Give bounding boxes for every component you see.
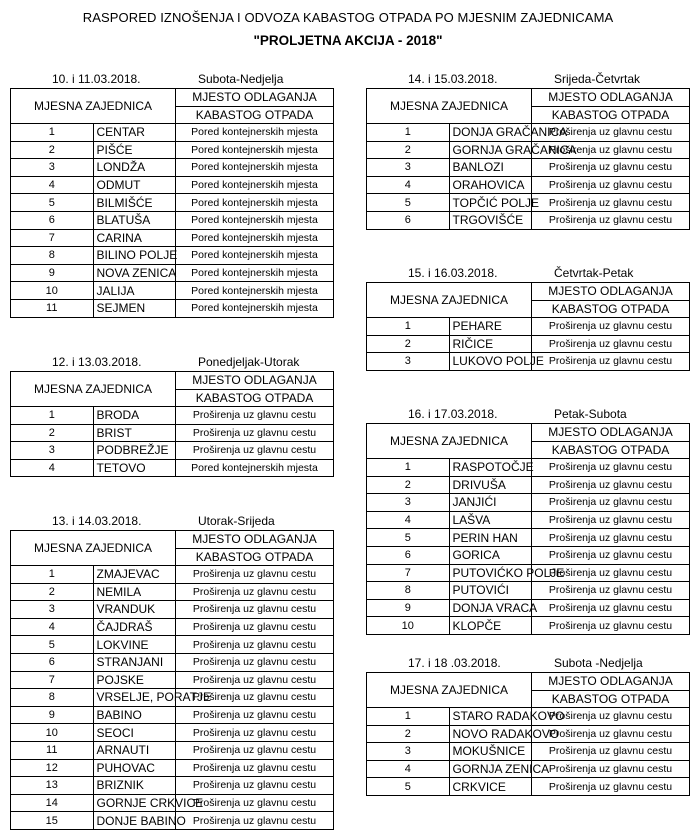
disposal-place: Pored kontejnerskih mjesta — [176, 176, 334, 194]
disposal-place: Proširenja uz glavnu cestu — [532, 708, 690, 726]
disposal-place: Proširenja uz glavnu cestu — [176, 583, 334, 601]
block-header — [366, 264, 690, 282]
community-name: TETOVO — [93, 459, 176, 477]
table-row — [367, 760, 690, 778]
column-header-place-2: KABASTOG OTPADA — [532, 690, 690, 708]
row-number: 4 — [11, 618, 94, 636]
row-number: 2 — [367, 141, 450, 159]
disposal-place: Proširenja uz glavnu cestu — [532, 353, 690, 371]
table-row — [11, 759, 334, 777]
disposal-place: Proširenja uz glavnu cestu — [176, 724, 334, 742]
row-number: 3 — [367, 159, 450, 177]
row-number: 1 — [11, 124, 94, 142]
table-row — [11, 636, 334, 654]
disposal-place: Pored kontejnerskih mjesta — [176, 282, 334, 300]
block-header — [10, 353, 334, 371]
disposal-place: Proširenja uz glavnu cestu — [176, 671, 334, 689]
column-header-name: MJESNA ZAJEDNICA — [367, 89, 532, 124]
schedule-block-3 — [10, 512, 334, 830]
community-name: NOVO RADAKOVO — [449, 725, 532, 743]
community-name: ORAHOVICA — [449, 176, 532, 194]
disposal-place: Proširenja uz glavnu cestu — [532, 494, 690, 512]
column-header-name: MJESNA ZAJEDNICA — [367, 424, 532, 459]
row-number: 3 — [367, 353, 450, 371]
table-row — [11, 194, 334, 212]
table-header-row — [367, 89, 690, 107]
table-row — [11, 407, 334, 425]
community-name: JANJIĆI — [449, 494, 532, 512]
table-row — [11, 211, 334, 229]
community-name: GORNJA GRAČANICA — [449, 141, 532, 159]
disposal-place: Proširenja uz glavnu cestu — [176, 759, 334, 777]
table-row — [367, 725, 690, 743]
disposal-place: Proširenja uz glavnu cestu — [176, 706, 334, 724]
table-row — [11, 724, 334, 742]
table-row — [367, 335, 690, 353]
table-row — [11, 424, 334, 442]
block-days: Subota -Nedjelja — [554, 656, 643, 670]
community-name: LAŠVA — [449, 511, 532, 529]
disposal-place: Proširenja uz glavnu cestu — [532, 617, 690, 635]
table-row — [367, 529, 690, 547]
community-name: DONJA GRAČANICA — [449, 124, 532, 142]
community-name: STARO RADAKOVO — [449, 708, 532, 726]
row-number: 2 — [367, 335, 450, 353]
row-number: 4 — [367, 511, 450, 529]
table-row — [367, 194, 690, 212]
table-row — [367, 318, 690, 336]
disposal-place: Pored kontejnerskih mjesta — [176, 194, 334, 212]
row-number: 11 — [11, 741, 94, 759]
block-header — [366, 654, 690, 672]
row-number: 5 — [367, 778, 450, 796]
community-name: BRIZNIK — [93, 777, 176, 795]
block-days: Srijeda-Četvrtak — [554, 72, 641, 86]
disposal-place: Pored kontejnerskih mjesta — [176, 459, 334, 477]
table-header-row — [11, 89, 334, 107]
table-row — [11, 442, 334, 460]
block-date: 10. i 11.03.2018. — [52, 72, 141, 86]
table-row — [367, 564, 690, 582]
row-number: 1 — [367, 318, 450, 336]
table-row — [11, 601, 334, 619]
disposal-place: Proširenja uz glavnu cestu — [532, 778, 690, 796]
row-number: 13 — [11, 777, 94, 795]
row-number: 6 — [367, 546, 450, 564]
disposal-place: Proširenja uz glavnu cestu — [532, 176, 690, 194]
disposal-place: Pored kontejnerskih mjesta — [176, 159, 334, 177]
table-row — [11, 653, 334, 671]
schedule-table — [10, 530, 334, 830]
block-days: Petak-Subota — [554, 407, 627, 421]
table-row — [11, 794, 334, 812]
column-header-place-1: MJESTO ODLAGANJA — [532, 673, 690, 691]
column-header-place-2: KABASTOG OTPADA — [532, 441, 690, 459]
community-name: ARNAUTI — [93, 741, 176, 759]
disposal-place: Proširenja uz glavnu cestu — [532, 599, 690, 617]
table-row — [11, 176, 334, 194]
block-date: 13. i 14.03.2018. — [52, 514, 142, 528]
disposal-place: Proširenja uz glavnu cestu — [176, 407, 334, 425]
column-header-place-1: MJESTO ODLAGANJA — [176, 89, 334, 107]
schedule-block-2 — [10, 353, 334, 477]
disposal-place: Proširenja uz glavnu cestu — [532, 582, 690, 600]
block-date: 16. i 17.03.2018. — [408, 407, 498, 421]
row-number: 5 — [367, 194, 450, 212]
table-header-row — [367, 283, 690, 301]
row-number: 2 — [11, 424, 94, 442]
disposal-place: Proširenja uz glavnu cestu — [176, 601, 334, 619]
table-row — [11, 618, 334, 636]
community-name: SEJMEN — [93, 299, 176, 317]
block-days: Subota-Nedjelja — [198, 72, 284, 86]
community-name: CENTAR — [93, 124, 176, 142]
disposal-place: Pored kontejnerskih mjesta — [176, 141, 334, 159]
community-name: CRKVICE — [449, 778, 532, 796]
row-number: 1 — [367, 124, 450, 142]
community-name: POJSKE — [93, 671, 176, 689]
community-name: GORNJA ZENICA — [449, 760, 532, 778]
schedule-block-1 — [10, 70, 334, 318]
row-number: 14 — [11, 794, 94, 812]
column-header-name: MJESNA ZAJEDNICA — [367, 673, 532, 708]
table-row — [367, 211, 690, 229]
row-number: 3 — [11, 442, 94, 460]
block-date: 14. i 15.03.2018. — [408, 72, 498, 86]
community-name: GORNJE CRKVICE — [93, 794, 176, 812]
table-row — [367, 141, 690, 159]
disposal-place: Pored kontejnerskih mjesta — [176, 124, 334, 142]
table-header-row — [11, 531, 334, 549]
disposal-place: Proširenja uz glavnu cestu — [176, 636, 334, 654]
table-row — [11, 777, 334, 795]
community-name: ČAJDRAŠ — [93, 618, 176, 636]
disposal-place: Proširenja uz glavnu cestu — [532, 124, 690, 142]
row-number: 11 — [11, 299, 94, 317]
column-header-place-2: KABASTOG OTPADA — [532, 300, 690, 318]
table-row — [11, 299, 334, 317]
block-date: 17. i 18 .03.2018. — [408, 656, 501, 670]
table-row — [367, 617, 690, 635]
table-row — [367, 546, 690, 564]
community-name: MOKUŠNICE — [449, 743, 532, 761]
table-row — [11, 671, 334, 689]
block-header — [366, 405, 690, 423]
table-header-row — [367, 673, 690, 691]
row-number: 1 — [11, 407, 94, 425]
community-name: PUTOVIĆI — [449, 582, 532, 600]
table-row — [11, 741, 334, 759]
row-number: 12 — [11, 759, 94, 777]
community-name: BRODA — [93, 407, 176, 425]
block-days: Ponedjeljak-Utorak — [198, 355, 300, 369]
table-row — [11, 229, 334, 247]
community-name: KLOPČE — [449, 617, 532, 635]
community-name: VRANDUK — [93, 601, 176, 619]
community-name: PEHARE — [449, 318, 532, 336]
disposal-place: Proširenja uz glavnu cestu — [176, 794, 334, 812]
row-number: 4 — [367, 760, 450, 778]
disposal-place: Pored kontejnerskih mjesta — [176, 247, 334, 265]
disposal-place: Pored kontejnerskih mjesta — [176, 264, 334, 282]
disposal-place: Proširenja uz glavnu cestu — [176, 442, 334, 460]
table-row — [367, 459, 690, 477]
column-header-name: MJESNA ZAJEDNICA — [11, 531, 176, 566]
column-header-name: MJESNA ZAJEDNICA — [11, 89, 176, 124]
row-number: 3 — [367, 494, 450, 512]
disposal-place: Proširenja uz glavnu cestu — [532, 459, 690, 477]
table-row — [11, 566, 334, 584]
document-subtitle: "PROLJETNA AKCIJA - 2018" — [253, 33, 443, 48]
community-name: VRSELJE, PORATJE — [93, 689, 176, 707]
community-name: PUHOVAC — [93, 759, 176, 777]
community-name: BILMIŠĆE — [93, 194, 176, 212]
row-number: 8 — [11, 689, 94, 707]
community-name: ZMAJEVAC — [93, 566, 176, 584]
table-row — [11, 282, 334, 300]
column-header-place-1: MJESTO ODLAGANJA — [176, 531, 334, 549]
column-header-place-2: KABASTOG OTPADA — [532, 106, 690, 124]
community-name: TRGOVIŠĆE — [449, 211, 532, 229]
table-row — [367, 778, 690, 796]
table-row — [367, 511, 690, 529]
disposal-place: Proširenja uz glavnu cestu — [532, 141, 690, 159]
table-row — [11, 706, 334, 724]
disposal-place: Proširenja uz glavnu cestu — [532, 318, 690, 336]
schedule-table — [10, 88, 334, 318]
table-row — [11, 583, 334, 601]
row-number: 2 — [367, 725, 450, 743]
disposal-place: Proširenja uz glavnu cestu — [176, 424, 334, 442]
block-date: 15. i 16.03.2018. — [408, 266, 498, 280]
community-name: TOPČIĆ POLJE — [449, 194, 532, 212]
disposal-place: Proširenja uz glavnu cestu — [532, 211, 690, 229]
table-header-row — [367, 424, 690, 442]
community-name: BILINO POLJE — [93, 247, 176, 265]
schedule-table — [366, 672, 690, 796]
community-name: BRIST — [93, 424, 176, 442]
community-name: PUTOVIĆKO POLJE — [449, 564, 532, 582]
table-row — [367, 494, 690, 512]
table-row — [367, 124, 690, 142]
table-row — [11, 124, 334, 142]
table-row — [11, 159, 334, 177]
table-row — [367, 582, 690, 600]
document-title: RASPORED IZNOŠENJA I ODVOZA KABASTOG OTPADA PO MJESNIM ZAJEDNICAMA — [82, 10, 614, 25]
row-number: 2 — [11, 141, 94, 159]
community-name: ODMUT — [93, 176, 176, 194]
disposal-place: Proširenja uz glavnu cestu — [532, 546, 690, 564]
row-number: 1 — [367, 708, 450, 726]
table-row — [367, 353, 690, 371]
disposal-place: Proširenja uz glavnu cestu — [532, 476, 690, 494]
column-header-place-2: KABASTOG OTPADA — [176, 106, 334, 124]
block-days: Utorak-Srijeda — [198, 514, 275, 528]
disposal-place: Proširenja uz glavnu cestu — [176, 689, 334, 707]
community-name: GORICA — [449, 546, 532, 564]
row-number: 3 — [11, 159, 94, 177]
table-row — [11, 459, 334, 477]
community-name: DRIVUŠA — [449, 476, 532, 494]
row-number: 7 — [11, 229, 94, 247]
block-header — [366, 70, 690, 88]
table-row — [11, 141, 334, 159]
row-number: 7 — [11, 671, 94, 689]
disposal-place: Proširenja uz glavnu cestu — [532, 335, 690, 353]
community-name: BABINO — [93, 706, 176, 724]
disposal-place: Proširenja uz glavnu cestu — [176, 618, 334, 636]
community-name: RASPOTOČJE — [449, 459, 532, 477]
community-name: STRANJANI — [93, 653, 176, 671]
table-row — [11, 689, 334, 707]
row-number: 10 — [11, 724, 94, 742]
row-number: 5 — [11, 636, 94, 654]
row-number: 8 — [11, 247, 94, 265]
row-number: 6 — [11, 653, 94, 671]
schedule-table — [366, 423, 690, 635]
community-name: CARINA — [93, 229, 176, 247]
table-header-row — [11, 372, 334, 390]
disposal-place: Proširenja uz glavnu cestu — [532, 743, 690, 761]
disposal-place: Proširenja uz glavnu cestu — [176, 653, 334, 671]
row-number: 6 — [367, 211, 450, 229]
column-header-place-2: KABASTOG OTPADA — [176, 548, 334, 566]
row-number: 3 — [11, 601, 94, 619]
column-header-place-1: MJESTO ODLAGANJA — [532, 283, 690, 301]
table-row — [367, 708, 690, 726]
community-name: DONJA VRACA — [449, 599, 532, 617]
community-name: PODBREŽJE — [93, 442, 176, 460]
row-number: 4 — [367, 176, 450, 194]
table-row — [11, 812, 334, 830]
row-number: 10 — [367, 617, 450, 635]
row-number: 8 — [367, 582, 450, 600]
community-name: RIČICE — [449, 335, 532, 353]
community-name: BANLOZI — [449, 159, 532, 177]
table-row — [11, 264, 334, 282]
disposal-place: Proširenja uz glavnu cestu — [532, 760, 690, 778]
table-row — [367, 476, 690, 494]
schedule-table — [366, 282, 690, 371]
schedule-block-5 — [366, 264, 690, 371]
row-number: 2 — [11, 583, 94, 601]
community-name: DONJE BABINO — [93, 812, 176, 830]
community-name: JALIJA — [93, 282, 176, 300]
row-number: 10 — [11, 282, 94, 300]
disposal-place: Pored kontejnerskih mjesta — [176, 299, 334, 317]
community-name: LONDŽA — [93, 159, 176, 177]
community-name: NEMILA — [93, 583, 176, 601]
table-row — [11, 247, 334, 265]
column-header-place-1: MJESTO ODLAGANJA — [532, 89, 690, 107]
community-name: NOVA ZENICA — [93, 264, 176, 282]
disposal-place: Proširenja uz glavnu cestu — [176, 741, 334, 759]
disposal-place: Proširenja uz glavnu cestu — [532, 511, 690, 529]
column-header-place-2: KABASTOG OTPADA — [176, 389, 334, 407]
schedule-table — [366, 88, 690, 230]
community-name: BLATUŠA — [93, 211, 176, 229]
block-header — [10, 70, 334, 88]
row-number: 2 — [367, 476, 450, 494]
row-number: 1 — [367, 459, 450, 477]
block-date: 12. i 13.03.2018. — [52, 355, 142, 369]
column-header-name: MJESNA ZAJEDNICA — [367, 283, 532, 318]
disposal-place: Pored kontejnerskih mjesta — [176, 211, 334, 229]
schedule-block-6 — [366, 405, 690, 635]
row-number: 9 — [11, 706, 94, 724]
column-header-name: MJESNA ZAJEDNICA — [11, 372, 176, 407]
row-number: 15 — [11, 812, 94, 830]
column-header-place-1: MJESTO ODLAGANJA — [176, 372, 334, 390]
row-number: 9 — [11, 264, 94, 282]
disposal-place: Proširenja uz glavnu cestu — [532, 725, 690, 743]
row-number: 4 — [11, 176, 94, 194]
table-row — [367, 176, 690, 194]
row-number: 5 — [367, 529, 450, 547]
row-number: 5 — [11, 194, 94, 212]
block-days: Četvrtak-Petak — [554, 266, 634, 280]
table-row — [367, 743, 690, 761]
table-row — [367, 159, 690, 177]
table-row — [367, 599, 690, 617]
schedule-block-4 — [366, 70, 690, 230]
column-header-place-1: MJESTO ODLAGANJA — [532, 424, 690, 442]
row-number: 1 — [11, 566, 94, 584]
row-number: 6 — [11, 211, 94, 229]
disposal-place: Pored kontejnerskih mjesta — [176, 229, 334, 247]
disposal-place: Proširenja uz glavnu cestu — [176, 777, 334, 795]
disposal-place: Proširenja uz glavnu cestu — [176, 566, 334, 584]
disposal-place: Proširenja uz glavnu cestu — [532, 194, 690, 212]
row-number: 9 — [367, 599, 450, 617]
row-number: 4 — [11, 459, 94, 477]
community-name: PIŠĆE — [93, 141, 176, 159]
schedule-table — [10, 371, 334, 477]
disposal-place: Proširenja uz glavnu cestu — [176, 812, 334, 830]
disposal-place: Proširenja uz glavnu cestu — [532, 159, 690, 177]
disposal-place: Proširenja uz glavnu cestu — [532, 564, 690, 582]
community-name: PERIN HAN — [449, 529, 532, 547]
community-name: LUKOVO POLJE — [449, 353, 532, 371]
block-header — [10, 512, 334, 530]
community-name: SEOCI — [93, 724, 176, 742]
schedule-block-7 — [366, 654, 690, 796]
row-number: 3 — [367, 743, 450, 761]
community-name: LOKVINE — [93, 636, 176, 654]
disposal-place: Proširenja uz glavnu cestu — [532, 529, 690, 547]
row-number: 7 — [367, 564, 450, 582]
